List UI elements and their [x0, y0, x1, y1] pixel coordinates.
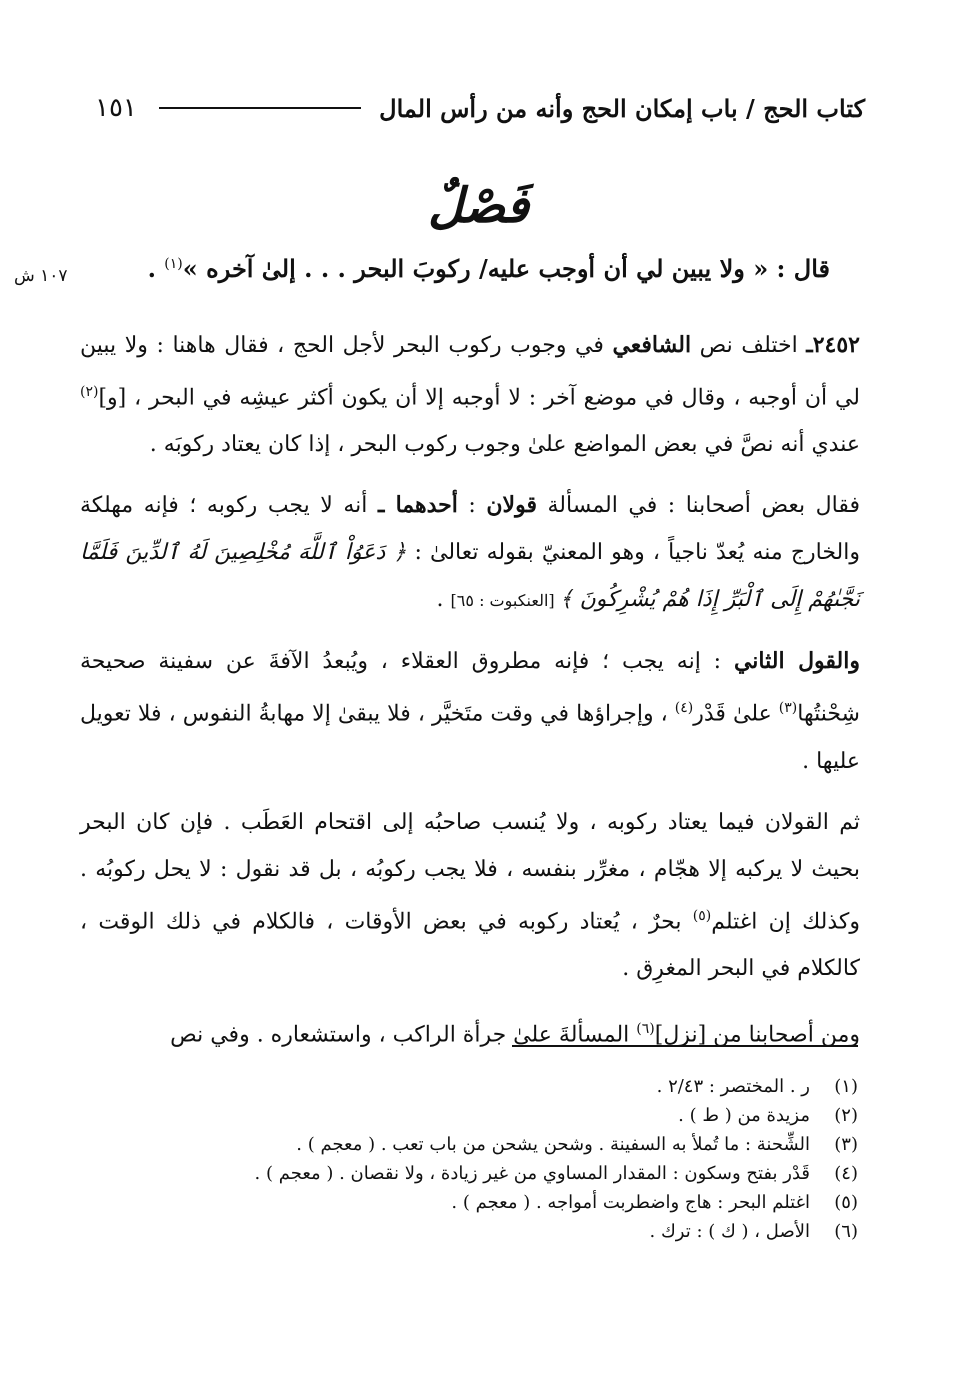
footnote-text: ر . المختصر : ٢/٤٣ .	[656, 1076, 810, 1097]
footnote	[200, 1188, 858, 1217]
paragraph-some-companions	[80, 1006, 860, 1058]
footnote	[200, 1159, 858, 1188]
paragraph-text: :	[457, 493, 487, 519]
paragraph-second-opinion	[80, 638, 860, 784]
emphasis-second-opinion: والقول الثاني	[733, 648, 860, 675]
footnote-text: اغتلم البحر : هاج واضطربت أمواجه . ( معجم ) .	[451, 1192, 810, 1213]
paragraph-text: ، وإجراؤها في وقت متَخيَّر ، فلا يبقىٰ إلا مهابةُ النفوس ، فلا تعويل عليها .	[80, 701, 860, 774]
section-heading: فَصْلٌ	[428, 178, 529, 234]
paragraph-text: : إنه يجب ؛ فإنه مطروق العقلاء ، ويُبعدُ الآفةَ عن سفينة صحيحة شِحْنتُها	[80, 649, 860, 727]
paragraph-text: بحرٌ ، يُعتاد ركوبه في بعض الأوقات ، فالكلام في ذلك الوقت ، كالكلام في البحر المغرِق .	[80, 908, 860, 981]
footnote-number: (٣)	[834, 1134, 858, 1155]
quoted-end: .	[147, 254, 165, 283]
paragraph-number: ٢٤٥٢ـ	[806, 332, 860, 358]
footnote	[200, 1101, 858, 1130]
footnote-ref-5: (٥)	[692, 907, 712, 924]
paragraph-text: عندي أنه نصَّ في بعض المواضع علىٰ وجوب ركوب البحر ، إذا كان يعتاد ركوبَه .	[149, 432, 860, 458]
footnote-text: مزيدة من ( ط ) .	[678, 1105, 810, 1126]
quoted-text: قال : « ولا يبين لي أن أوجب عليه/ ركوبَ البحر . . . إلىٰ آخره »	[182, 254, 830, 283]
footnote-number: (٦)	[834, 1221, 858, 1242]
footnote-number: (٤)	[834, 1163, 858, 1184]
footnote-number: (١)	[834, 1076, 858, 1097]
margin-note: ١٠٧ ش	[14, 266, 68, 286]
verse-reference: [العنكبوت : ٦٥]	[450, 591, 560, 611]
emphasis-shafii: الشافعي	[612, 332, 692, 358]
footnote-ref-6: (٦)	[636, 1020, 655, 1037]
footnote-ref-1: (١)	[164, 256, 183, 272]
footnote-number: (٥)	[834, 1192, 858, 1213]
paragraph-text: ثم القولان فيما يعتاد ركوبه ، ولا يُنسب صاحبُه إلى اقتحام العَطَب . فإن كان البحر بحيث لا يركبه إلا هجّام ، مغرِّر بنفسه ، فلا يجب ركوبُه ، بل قد نقول : لا يحل ركوبُه . وكذلك إن اغتلم	[80, 809, 861, 934]
page-number: ١٥١	[95, 93, 137, 123]
paragraph-text: أنه لا يجب ركوبه ؛ فإنه مهلكة والخارج منه يُعدّ ناجياً ، وهو المعنيّ بقوله تعالىٰ :	[80, 493, 860, 566]
footnote-text: الأصل ، ( ك ) : ترك .	[649, 1221, 810, 1242]
footnote	[200, 1130, 858, 1159]
footnotes	[200, 1072, 858, 1246]
footnote	[200, 1072, 858, 1101]
paragraph-text: ومن أصحابنا من [نزل]	[654, 1022, 860, 1048]
running-header	[95, 88, 865, 128]
paragraph-2452	[80, 322, 860, 468]
footnote-ref-3: (٣)	[778, 700, 798, 717]
paragraph-first-opinion	[80, 482, 860, 624]
paragraph-text: في وجوب ركوب البحر لأجل الحج ، فقال هاهنا : ولا يبين لي أن أوجبه ، وقال في موضع آخر : لا أوجبه إلا أن يكون أكثر عيشِه في البحر ، [و]	[80, 333, 860, 411]
footnote-text: قَدْر بفتح وسكون : المقدار المساوي من غير زيادة ، ولا نقصان . ( معجم ) .	[254, 1163, 810, 1184]
emphasis-ahaduhuma: أحدهما ـ	[377, 492, 458, 519]
body-text	[80, 322, 860, 1072]
paragraph-text: فقال بعض أصحابنا : في المسألة	[536, 493, 861, 519]
paragraph-both-opinions	[80, 799, 860, 992]
footnote-separator	[512, 1045, 858, 1047]
footnote	[200, 1217, 858, 1246]
paragraph-text: المسألةَ علىٰ جرأة الراكب ، واستشعاره . وفي نص	[170, 1022, 637, 1048]
quran-verse: ﴿ دَعَوُاْ ٱللَّهَ مُخْلِصِينَ لَهُ ٱلدِّينَ فَلَمَّا نَجَّىٰهُمْ إِلَى ٱلْبَرِّ إِذَا هُمْ يُشْرِكُونَ ﴾	[80, 540, 860, 613]
footnote-text: الشِّحنة : ما تُملأ به السفينة . وشحن يشحن من باب تعب . ( معجم ) .	[296, 1134, 810, 1155]
footnote-ref-4: (٤)	[674, 700, 694, 717]
emphasis-qawlan: قولان	[486, 492, 537, 519]
footnote-number: (٢)	[834, 1105, 858, 1126]
paragraph-text: .	[436, 587, 451, 613]
paragraph-text: علىٰ قَدْر	[693, 701, 779, 727]
quoted-statement	[140, 254, 830, 283]
footnote-ref-2: (٢)	[80, 384, 99, 400]
paragraph-text: اختلف نص	[691, 333, 807, 358]
header-rule	[159, 107, 361, 109]
header-title: كتاب الحج / باب إمكان الحج وأنه من رأس المال	[379, 93, 865, 123]
